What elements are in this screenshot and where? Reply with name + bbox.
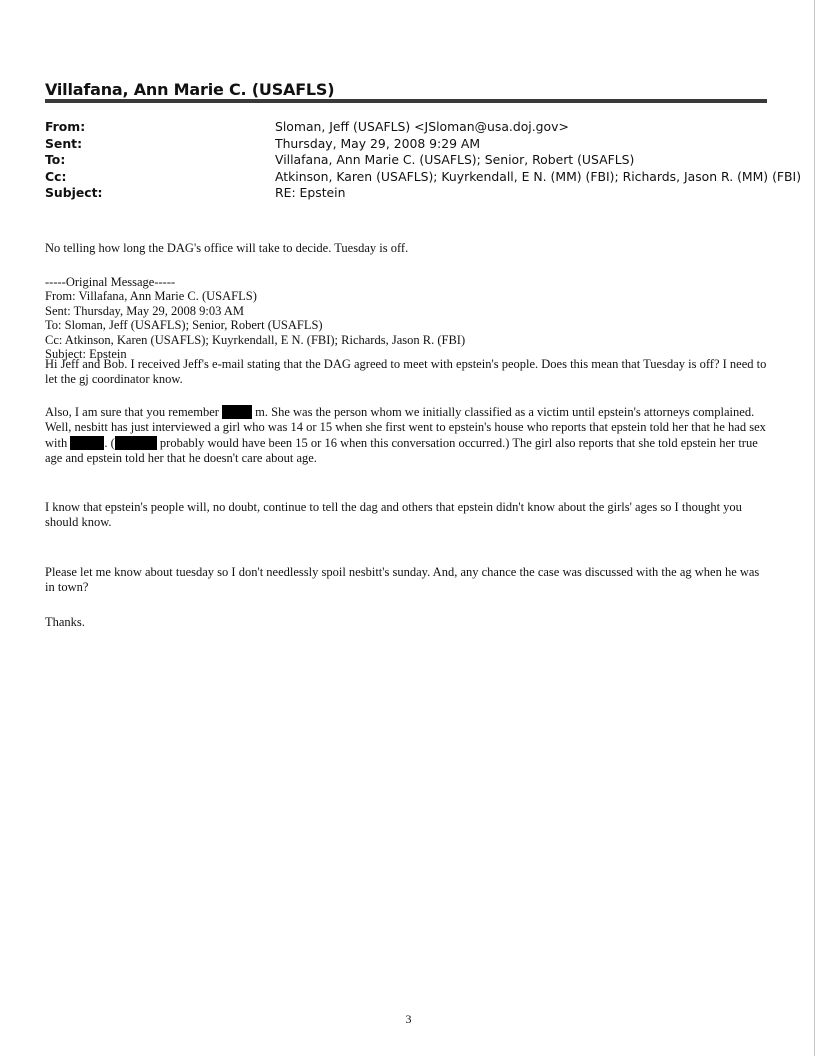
paragraph-1-text: Hi Jeff and Bob. I received Jeff's e-mail stating that the DAG agreed to meet with epstein's people. Does this mean that Tuesday is off? I need to let the gj coordinator know. — [45, 357, 767, 387]
sent-label: Sent: — [45, 135, 83, 151]
reply-line: No telling how long the DAG's office will take to decide. Tuesday is off. — [45, 241, 409, 255]
para2-part-d: probably would have been 15 or 16 when this conversation occurred.) The girl also reports that she told epstein her true age and epstein told her that he doesn't care about age. — [45, 435, 758, 466]
header-to-row — [45, 152, 801, 169]
header-subject-row — [45, 185, 801, 202]
from-value: Sloman, Jeff (USAFLS) <JSloman@usa.doj.gov> — [275, 119, 569, 134]
original-cc: Cc: Atkinson, Karen (USAFLS); Kuyrkendall, E N. (FBI); Richards, Jason R. (FBI) — [45, 332, 466, 347]
document-title: Villafana, Ann Marie C. (USAFLS) — [45, 80, 335, 99]
email-header — [45, 119, 801, 202]
closing-text: Thanks. — [45, 615, 85, 629]
para2-part-b: m. She was the person whom we initially classified as a victim until epstein's attorneys complained. Well, nesbitt has just interviewed a girl who was 14 or 15 when she first went to epstein's house who reports that epstein told her that he had sex with — [45, 405, 766, 450]
redaction-block — [115, 436, 157, 450]
closing — [45, 615, 770, 630]
header-from-row — [45, 119, 801, 136]
header-cc-row — [45, 169, 801, 186]
para2-part-a: Also, I am sure that you remember — [45, 405, 219, 419]
original-subject: Subject: Epstein — [45, 347, 127, 362]
paragraph-3-text: I know that epstein's people will, no doubt, continue to tell the dag and others that epstein didn't know about the girls' ages so I thought you should know. — [45, 500, 742, 530]
subject-value: RE: Epstein — [275, 185, 346, 201]
original-sent: Sent: Thursday, May 29, 2008 9:03 AM — [45, 303, 244, 318]
from-label: From: — [45, 119, 86, 134]
paragraph-2 — [45, 405, 770, 467]
header-sent-row — [45, 136, 801, 153]
paragraph-2-text — [45, 405, 770, 467]
sent-value: Thursday, May 29, 2008 9:29 AM — [275, 135, 481, 151]
subject-label: Subject: — [45, 185, 103, 201]
paragraph-3 — [45, 500, 770, 531]
reply-text — [45, 241, 770, 256]
original-separator: -----Original Message----- — [45, 275, 176, 289]
paragraph-4-text: Please let me know about tuesday so I don't needlessly spoil nesbitt's sunday. And, any chance the case was discussed with the ag when he was in town? — [45, 565, 760, 595]
redaction-block — [70, 436, 104, 450]
cc-value: Atkinson, Karen (USAFLS); Kuyrkendall, E N. (MM) (FBI); Richards, Jason R. (MM) (FBI) — [275, 168, 802, 184]
title-rule — [45, 99, 767, 103]
redaction-block — [222, 405, 252, 419]
to-label: To: — [45, 152, 66, 168]
page-edge — [814, 0, 815, 1056]
original-from: From: Villafana, Ann Marie C. (USAFLS) — [45, 289, 257, 304]
paragraph-4 — [45, 565, 770, 596]
para2-part-c: . ( — [104, 435, 115, 450]
paragraph-1 — [45, 357, 770, 388]
page-number: 3 — [405, 1012, 412, 1026]
cc-label: Cc: — [45, 168, 67, 184]
to-value: Villafana, Ann Marie C. (USAFLS); Senior, Robert (USAFLS) — [275, 152, 635, 168]
original-message-header — [45, 275, 770, 361]
original-to: To: Sloman, Jeff (USAFLS); Senior, Robert (USAFLS) — [45, 318, 323, 333]
